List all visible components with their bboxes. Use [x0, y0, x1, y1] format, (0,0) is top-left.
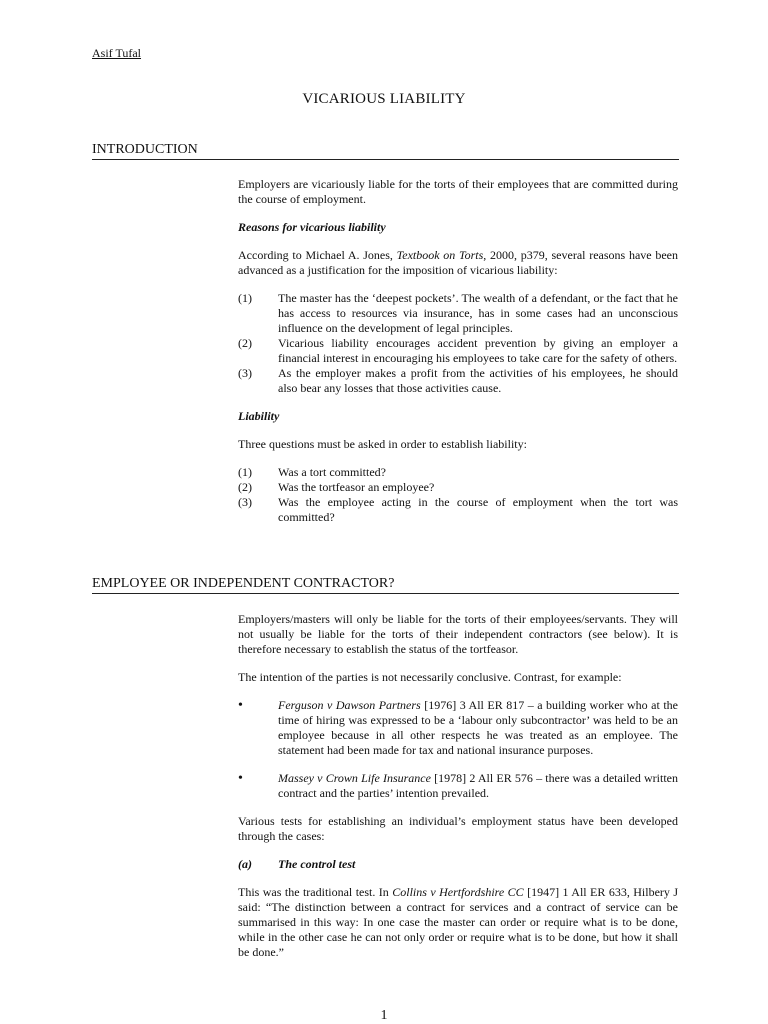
- page-number: 1: [380, 1008, 388, 1023]
- case-bullet: [238, 771, 678, 801]
- document-title: VICARIOUS LIABILITY: [302, 91, 466, 107]
- subheading-label: (a): [238, 857, 252, 871]
- subheading-reasons: Reasons for vicarious liability: [238, 220, 386, 234]
- reason-item: [238, 291, 678, 336]
- reason-text: As the employer makes a profit from the activities of his employees, he should also bear any losses that those activities cause.: [278, 366, 678, 395]
- reason-item: [238, 366, 678, 396]
- intention-paragraph: The intention of the parties is not necessarily conclusive. Contrast, for example:: [238, 670, 622, 684]
- employee-body: [238, 612, 678, 960]
- reason-item: [238, 336, 678, 366]
- tests-paragraph: Various tests for establishing an individual’s employment status have been developed through the cases:: [238, 814, 678, 843]
- author-name: Asif Tufal: [92, 46, 142, 60]
- jones-text-before: According to Michael A. Jones,: [238, 248, 397, 262]
- reason-number: (1): [238, 291, 252, 305]
- jones-paragraph: [238, 248, 678, 278]
- question-text: Was the employee acting in the course of employment when the tort was committed?: [278, 495, 678, 524]
- bullet-icon: •: [238, 771, 243, 786]
- question-number: (1): [238, 465, 252, 479]
- reason-text: The master has the ‘deepest pockets’. The wealth of a defendant, or the fact that he has access to resources via insurance, has in some cases had an unconscious influence on the development of legal principles.: [278, 291, 678, 335]
- employee-paragraph: Employers/masters will only be liable for the torts of their employees/servants. They will not usually be liable for the torts of their independent contractors (see below). It is therefore necessary to establish the status of the tortfeasor.: [238, 612, 678, 656]
- subheading-liability: Liability: [238, 409, 280, 423]
- case-name: Massey v Crown Life Insurance: [278, 771, 431, 785]
- section-heading-employee: EMPLOYEE OR INDEPENDENT CONTRACTOR?: [92, 576, 679, 594]
- reason-number: (2): [238, 336, 252, 350]
- case-name: Collins v Hertfordshire CC: [392, 885, 524, 899]
- question-item: [238, 495, 678, 525]
- question-item: [238, 480, 678, 495]
- question-number: (3): [238, 495, 252, 509]
- introduction-body: [238, 177, 678, 525]
- bullet-icon: •: [238, 698, 243, 713]
- question-number: (2): [238, 480, 252, 494]
- question-text: Was the tortfeasor an employee?: [278, 480, 435, 494]
- question-item: [238, 465, 678, 480]
- question-text: Was a tort committed?: [278, 465, 386, 479]
- book-title: Textbook on Torts: [396, 248, 484, 262]
- intro-paragraph: Employers are vicariously liable for the torts of their employees that are committed during the course of employment.: [238, 177, 678, 206]
- section-heading-introduction: INTRODUCTION: [92, 142, 679, 160]
- case-description: [1978] 2 All ER 576 – there was a detailed written contract and the parties’ intention prevailed.: [278, 771, 678, 800]
- case-description: [1976] 3 All ER 817 – a building worker who at the time of hiring was expressed to be a ‘labour only subcontractor’ was held to be an employee because in all other respects he was treated as an employee. The statement had been made for tax and national insurance purposes.: [278, 698, 679, 757]
- collins-text-before: This was the traditional test. In: [238, 885, 393, 899]
- subheading-control-test: [238, 857, 678, 872]
- case-text: [278, 698, 678, 758]
- jones-text-after: , 2000, p379, several reasons have been advanced as a justification for the imposition of vicarious liability:: [238, 248, 678, 277]
- collins-paragraph: [238, 885, 678, 960]
- case-bullet: [238, 698, 678, 758]
- liability-paragraph: Three questions must be asked in order to establish liability:: [238, 437, 527, 451]
- case-name: Ferguson v Dawson Partners: [278, 698, 421, 712]
- case-text: [278, 771, 678, 801]
- collins-text-after: [1947] 1 All ER 633, Hilbery J said: “The distinction between a contract for services and a contract of service can be summarised in this way: In one case the master can order or require what is to be done, while in the other case he can not only order or require what is to be done, but how it shall be done.”: [238, 885, 679, 959]
- reason-number: (3): [238, 366, 252, 380]
- subheading-text: The control test: [278, 857, 356, 871]
- reason-text: Vicarious liability encourages accident prevention by giving an employer a financial interest in encouraging his employees to take care for the safety of others.: [278, 336, 678, 365]
